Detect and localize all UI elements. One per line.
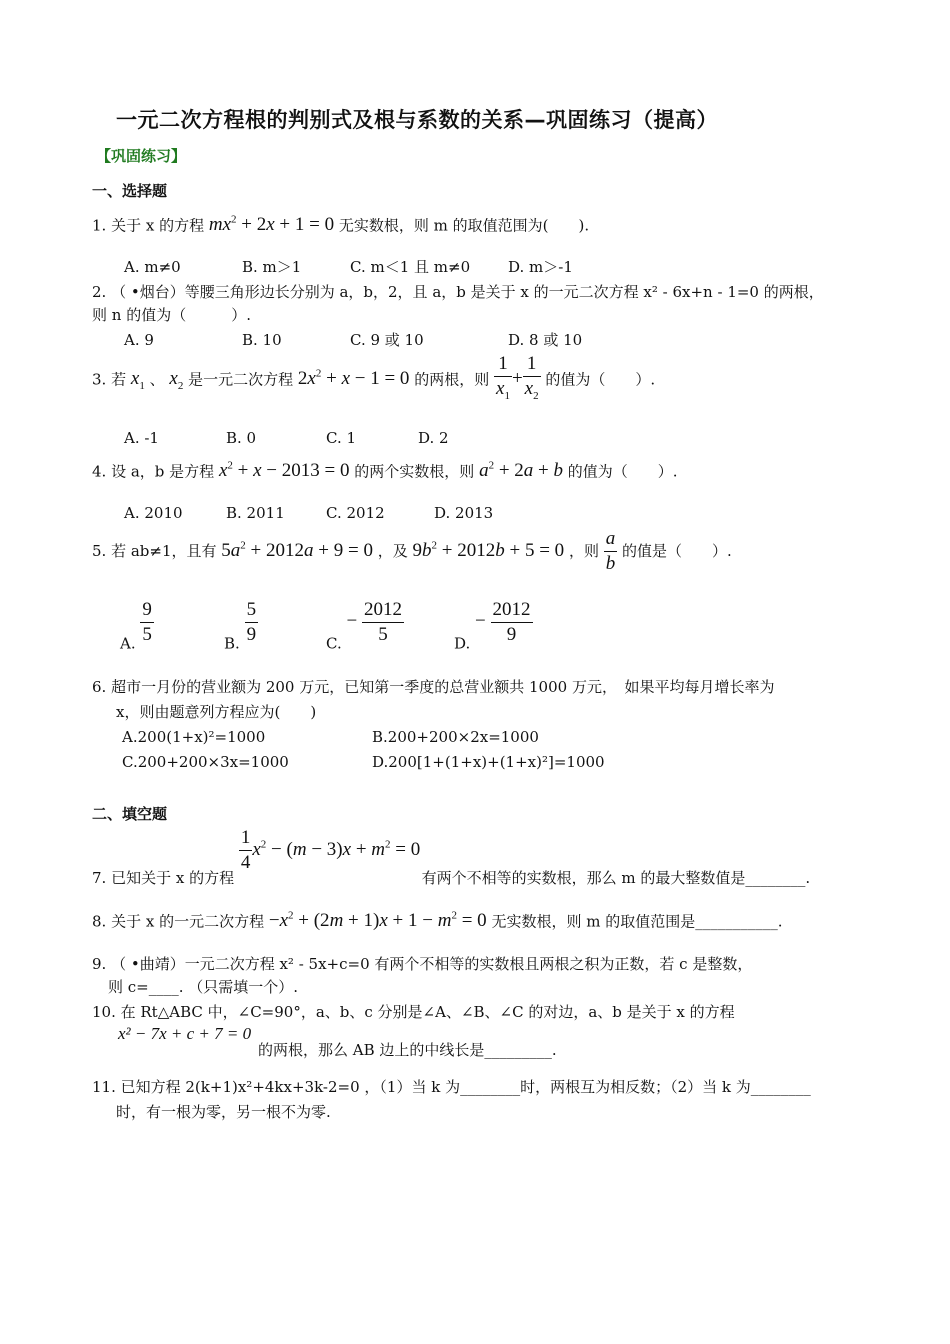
q7-text-post: 有两个不相等的实数根，那么 m 的最大整数值是________. [421, 868, 811, 887]
q4-expression: $a^2 + 2a + b$ [479, 460, 563, 482]
q5-option-c-label: C. [326, 634, 342, 653]
q5-option-a-label: A. [120, 634, 136, 653]
q4-text-post: 的值为（ ）. [567, 462, 678, 481]
q5-text-pre: 5. 若 ab≠1，且有 [92, 541, 217, 560]
q5-option-b-fraction: $\frac{5}{9}$ [246, 599, 257, 645]
q8-text-post: 无实数根，则 m 的取值范围是___________. [491, 912, 783, 931]
q4-equation: $x^2 + x - 2013 = 0$ [218, 460, 350, 482]
question-2-line1: 2. （ •烟台）等腰三角形边长分别为 a，b，2，且 a，b 是关于 x 的一元二次方程 x² - 6x+n - 1=0 的两根， [92, 283, 824, 301]
q5-text-mid2: ，则 [568, 541, 599, 560]
q1-option-b: B. m＞1 [242, 258, 302, 276]
q4-option-a: A. 2010 [124, 504, 183, 522]
q7-equation: $\frac{1}{4}$ $x^2 - (m - 3)x + m^2 = 0$ [240, 827, 421, 873]
q5-option-d-fraction: $\frac{2012}{9}$ [492, 599, 531, 645]
q1-option-a: A. m≠0 [124, 258, 181, 276]
q3-option-c: C. 1 [326, 429, 357, 447]
question-9-line1: 9. （ •曲靖）一元二次方程 x² - 5x+c=0 有两个不相等的实数根且两根之积为正数，若 c 是整数， [92, 955, 753, 973]
q5-option-b [224, 598, 258, 654]
q3-x2: $x_2$ [169, 368, 184, 393]
q5-option-a [120, 598, 154, 654]
q5-option-b-label: B. [224, 634, 240, 653]
q2-option-a: A. 9 [124, 331, 154, 349]
q3-option-b: B. 0 [226, 429, 257, 447]
q5-option-d [454, 598, 533, 654]
question-10-line1: 10. 在 Rt△ABC 中，∠C=90°，a、b、c 分别是∠A、∠B、∠C 的对边，a、b 是关于 x 的方程 [92, 1003, 735, 1021]
q2-option-c: C. 9 或 10 [350, 331, 424, 349]
q1-equation: $mx^2 + 2x + 1 = 0$ [208, 214, 335, 236]
question-6-line1: 6. 超市一月份的营业额为 200 万元，已知第一季度的总营业额共 1000 万元， 如果平均每月增长率为 [92, 678, 775, 696]
q5-ratio: $\frac{a}{b}$ [605, 528, 616, 574]
section-heading-fill: 二、填空题 [92, 805, 168, 823]
q5-option-a-fraction: $\frac{9}{5}$ [142, 599, 152, 645]
q6-option-b: B.200+200×2x=1000 [372, 728, 539, 746]
question-1 [92, 210, 589, 235]
q3-equation: $2x^2 + x - 1 = 0$ [297, 367, 410, 390]
q1-text-pre: 1. 关于 x 的方程 [92, 216, 205, 235]
q5-option-d-sign: − [475, 610, 486, 632]
q5-text-post: 的值是（ ）. [622, 541, 732, 560]
q5-text-mid1: ，及 [377, 541, 408, 560]
q10-equation: x² − 7x + c + 7 = 0 [118, 1024, 252, 1043]
q1-option-d: D. m＞-1 [508, 258, 573, 276]
q2-option-b: B. 10 [242, 331, 282, 349]
section-heading-choice: 一、选择题 [92, 182, 168, 200]
question-3 [92, 352, 655, 408]
q5-option-c-fraction: $\frac{2012}{5}$ [364, 599, 402, 645]
question-4 [92, 456, 678, 481]
q4-text-pre: 4. 设 a，b 是方程 [92, 462, 215, 481]
q8-text-pre: 8. 关于 x 的一元二次方程 [92, 912, 265, 931]
q5-option-d-label: D. [454, 634, 471, 653]
question-11-line1: 11. 已知方程 2(k+1)x²+4kx+3k-2=0 ，（1）当 k 为________时，两根互为相反数；（2）当 k 为________ [92, 1078, 811, 1096]
q4-option-b: B. 2011 [226, 504, 285, 522]
q3-option-d: D. 2 [418, 429, 449, 447]
q5-equation-2: $9b^2 + 2012b + 5 = 0$ [412, 539, 565, 561]
q7-text-pre: 7. 已知关于 x 的方程 [92, 868, 235, 887]
q6-option-d: D.200[1+(1+x)+(1+x)²]=1000 [372, 753, 605, 771]
question-6-line2: x，则由题意列方程应为( ) [116, 703, 317, 721]
q5-equation-1: $5a^2 + 2012a + 9 = 0$ [221, 539, 373, 561]
q1-text-post: 无实数根，则 m 的取值范围为( ). [338, 216, 590, 235]
q3-x1: $x_1$ [130, 368, 145, 393]
question-7 [92, 826, 810, 888]
question-2-line2: 则 n 的值为（ ）. [92, 306, 251, 324]
q1-option-c: C. m＜1 且 m≠0 [350, 258, 471, 276]
section-tag: 【巩固练习】 [96, 147, 187, 165]
q6-option-a: A.200(1+x)²=1000 [122, 728, 266, 746]
q3-text-post: 的值为（ ）. [545, 370, 656, 389]
question-10-line2: 的两根，那么 AB 边上的中线长是_________. [258, 1041, 557, 1059]
q4-option-c: C. 2012 [326, 504, 385, 522]
q3-option-a: A. -1 [124, 429, 159, 447]
q5-option-c-sign: − [346, 610, 358, 632]
question-8 [92, 906, 782, 931]
question-9-line2: 则 c=____. （只需填一个）. [108, 978, 299, 996]
q3-text-pre: 3. 若 [92, 370, 127, 389]
q4-option-d: D. 2013 [434, 504, 494, 522]
q2-option-d: D. 8 或 10 [508, 331, 583, 349]
q3-text-mid3: 的两根，则 [414, 370, 490, 389]
question-5 [92, 527, 732, 576]
q6-option-c: C.200+200×3x=1000 [122, 753, 289, 771]
q3-text-mid2: 是一元二次方程 [188, 370, 294, 389]
q5-option-c [326, 598, 404, 654]
q3-text-mid1: 、 [149, 370, 165, 389]
q8-equation: $-x^2 + (2m + 1)x + 1 - m^2 = 0$ [268, 910, 487, 932]
q3-reciprocal-sum: $\frac{1}{x_1}$ + $\frac{1}{x_2}$ [496, 353, 539, 402]
page-title: 一元二次方程根的判别式及根与系数的关系—巩固练习（提高） [116, 108, 718, 132]
q4-text-mid: 的两个实数根，则 [354, 462, 475, 481]
question-11-line2: 时，有一根为零，另一根不为零. [116, 1103, 331, 1121]
